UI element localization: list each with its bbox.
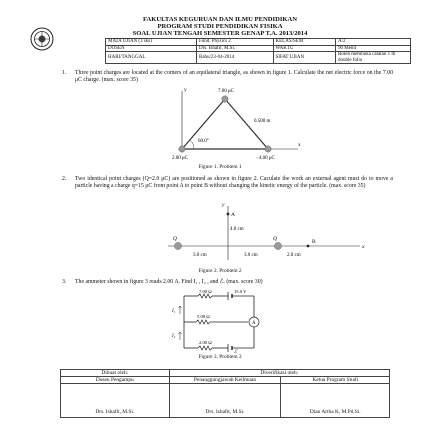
fig3-label-v: 15.0 V (234, 290, 247, 294)
fig1-charge-right (265, 146, 271, 152)
fig1-label-side: 0.500 m (254, 119, 271, 124)
q2-number: 2. (62, 176, 67, 182)
fig1-label-right: −4.00 μC (256, 156, 275, 161)
role-lecturer: Dosen Pengampu (61, 377, 170, 384)
header-exam-title: SOAL UJIAN TENGAH SEMESTER GENAP T.A. 2013/2014 (132, 30, 308, 37)
q3-text: The ammeter shown in figure 3 reads 2.00 A. Find I₁ , I₂ , and ℰ. (max. score 30) (75, 279, 263, 285)
meta-value: 90 Menit (336, 45, 411, 52)
meta-label: KELAS/SEM (273, 39, 336, 46)
table-row (106, 52, 411, 64)
table-row (61, 384, 390, 418)
table-row (106, 45, 411, 52)
fig2-charge-left (174, 242, 181, 249)
figure-2-charges (160, 198, 370, 270)
fig2-label-q2: Q (273, 236, 277, 242)
meta-value: A/2 (336, 39, 411, 46)
role-science-supervisor: Penanggungjawab Keilmuan (169, 377, 281, 384)
fig1-charge-top (222, 96, 228, 102)
meta-label: HARI/TANGGAL (106, 52, 197, 64)
meta-label: SIFAT UJIAN (273, 52, 336, 64)
meta-value: Boleh membuka catatan 1 lb double folio (336, 52, 411, 64)
name-lecturer: Drs. Ishafit, M.Si. (61, 384, 170, 418)
fig3-label-r1: 7.00 Ω (199, 290, 212, 294)
fig3-label-i1: I₁ (172, 309, 176, 314)
fig2-charge-right (274, 242, 281, 249)
meta-label: MATA UJIAN (3 sks) (106, 39, 197, 46)
figure-1-caption: Figure 1. Problem 1 (198, 164, 242, 170)
q2-text: Two identical point charges (Q=2.0 μC) are positioned as shown in figure 2. Caculate the work an external agent must do to move a particle having a charge q=15 μC from point A to point B without changing the kinetic energy of the particle. (max. score 35) (75, 176, 393, 189)
fig2-label-h: 4.0 cm (230, 227, 244, 232)
fig2-y-axis: y (222, 202, 225, 208)
fig2-point-b (307, 245, 310, 248)
fig3-label-emf: ℰ (234, 350, 238, 354)
table-row (61, 370, 390, 377)
exam-info-table (105, 38, 411, 64)
fig2-label-q1: Q (173, 236, 177, 242)
fig2-x-axis: x (362, 244, 365, 250)
fig1-charge-left (179, 146, 185, 152)
fig3-ammeter-label: A (252, 321, 256, 326)
table-row (61, 377, 390, 384)
fig3-label-r2: 5.00 Ω (197, 314, 210, 319)
meta-value: Fund. Physics 2 (196, 39, 273, 46)
fig3-resistor-top (198, 294, 212, 298)
q1-number: 1. (62, 70, 67, 76)
signature-table (60, 369, 390, 418)
name-science-supervisor: Drs. Ishafit, M.Si. (169, 384, 281, 418)
header-faculty: FAKULTAS KEGURUAN DAN ILMU PENDIDIKAN (142, 16, 298, 23)
fig2-point-a (227, 213, 230, 216)
fig1-label-top: 7.00 μC (218, 89, 235, 94)
table-row (106, 39, 411, 46)
made-by-label: Dibuat oleh: (61, 370, 170, 377)
role-program-head: Ketua Program Studi (281, 377, 390, 384)
fig3-resistor-middle (196, 320, 210, 324)
meta-label: DOSEN (106, 45, 197, 52)
meta-label: WAKTU (273, 45, 336, 52)
q3-number: 3. (62, 279, 67, 285)
figure-3-circuit (168, 290, 268, 354)
q1-text: Three point charges are located at the corners of an equilateral triangle, as shown in figure 1. Calculate the net electric force on the 7.00 μC charge. (max. score 35) (75, 70, 393, 83)
fig3-label-i2: I₂ (172, 334, 176, 339)
fig2-label-d2: 3.0 cm (244, 253, 258, 258)
fig1-label-left: 2.00 μC (172, 156, 189, 161)
fig1-angle: 60.0° (198, 139, 209, 144)
fig2-label-d1: 3.0 cm (193, 253, 207, 258)
verified-by-label: Diverifikasi oleh: (169, 370, 389, 377)
fig3-resistor-bottom (198, 346, 212, 350)
figure-1-triangle (170, 85, 310, 163)
fig2-label-d3: 2.0 cm (287, 253, 301, 258)
meta-value: Rabu/23-04-2014 (196, 52, 273, 64)
figure-2-caption: Figure 2. Problem 2 (198, 268, 242, 274)
fig3-label-r3: 2.00 Ω (199, 340, 212, 345)
figure-3-caption: Figure 3. Problem 3 (198, 354, 242, 360)
fig1-y-axis: y (184, 87, 187, 93)
meta-value: Drs. Ishafit, M.Si. (196, 45, 273, 52)
fig1-x-axis: x (298, 142, 301, 148)
header-program: PROGRAM STUDI PENDIDIKAN FISIKA (157, 23, 283, 30)
fig2-label-a: A (231, 212, 235, 218)
name-program-head: Dian Artha K, M.Pd.Si. (281, 384, 390, 418)
fig2-label-b: B (312, 239, 316, 245)
